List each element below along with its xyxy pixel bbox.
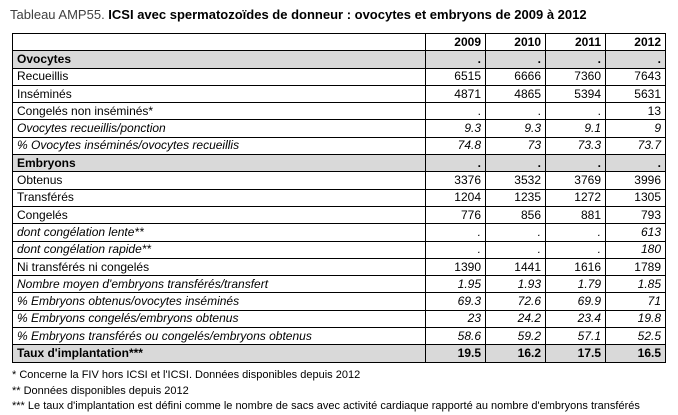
- value-cell: 72.6: [486, 293, 546, 310]
- footnotes: [12, 368, 640, 415]
- value-cell: 1.79: [546, 276, 606, 293]
- row-label: Inséminés: [13, 85, 426, 102]
- value-cell: 71: [606, 293, 666, 310]
- footnote: *** Le taux d'implantation est défini comme le nombre de sacs avec activité cardiaque rapporté au nombre d'embryons transférés: [12, 400, 640, 412]
- value-cell: 1789: [606, 258, 666, 275]
- value-cell: 1272: [546, 189, 606, 206]
- row-label: dont congélation rapide**: [13, 241, 426, 258]
- table-caption: ICSI avec spermatozoïdes de donneur : ovocytes et embryons de 2009 à 2012: [104, 7, 587, 22]
- header-cell-year: 2009: [426, 34, 486, 51]
- value-cell: 52.5: [606, 328, 666, 345]
- value-cell: 776: [426, 206, 486, 223]
- value-cell: 23.4: [546, 310, 606, 327]
- value-cell: 69.9: [546, 293, 606, 310]
- value-cell: 180: [606, 241, 666, 258]
- table-header-row: [13, 34, 666, 51]
- value-cell: 1.93: [486, 276, 546, 293]
- value-cell: .: [486, 224, 546, 241]
- value-cell: 6666: [486, 68, 546, 85]
- value-cell: .: [546, 241, 606, 258]
- value-cell: 9.3: [426, 120, 486, 137]
- value-cell: 17.5: [546, 345, 606, 362]
- value-cell: 9: [606, 120, 666, 137]
- value-cell: 73: [486, 137, 546, 154]
- section-row: [13, 155, 666, 172]
- value-cell: 3996: [606, 172, 666, 189]
- section-row: [13, 51, 666, 68]
- value-cell: 24.2: [486, 310, 546, 327]
- value-cell: 7643: [606, 68, 666, 85]
- value-cell: 9.3: [486, 120, 546, 137]
- table-row: [13, 276, 666, 293]
- table-row: [13, 241, 666, 258]
- value-cell: 74.8: [426, 137, 486, 154]
- value-cell: 57.1: [546, 328, 606, 345]
- value-cell: .: [606, 51, 666, 68]
- header-cell-year: 2011: [546, 34, 606, 51]
- value-cell: 5631: [606, 85, 666, 102]
- value-cell: 1305: [606, 189, 666, 206]
- table-row: [13, 328, 666, 345]
- header-cell-empty: [13, 34, 426, 51]
- header-cell-year: 2010: [486, 34, 546, 51]
- value-cell: .: [426, 51, 486, 68]
- table-row: [13, 85, 666, 102]
- footnote: * Concerne la FIV hors ICSI et l'ICSI. Données disponibles depuis 2012: [12, 369, 361, 381]
- value-cell: .: [606, 155, 666, 172]
- table-row: [13, 172, 666, 189]
- value-cell: 73.7: [606, 137, 666, 154]
- value-cell: .: [486, 51, 546, 68]
- row-label: % Embryons congelés/embryons obtenus: [13, 310, 426, 327]
- row-label: Ni transférés ni congelés: [13, 258, 426, 275]
- value-cell: 1390: [426, 258, 486, 275]
- value-cell: 1235: [486, 189, 546, 206]
- table-row: [13, 293, 666, 310]
- value-cell: 856: [486, 206, 546, 223]
- value-cell: 793: [606, 206, 666, 223]
- value-cell: 19.5: [426, 345, 486, 362]
- value-cell: 13: [606, 103, 666, 120]
- value-cell: 9.1: [546, 120, 606, 137]
- value-cell: .: [486, 103, 546, 120]
- row-label: Ovocytes: [13, 51, 426, 68]
- value-cell: .: [426, 241, 486, 258]
- value-cell: .: [546, 51, 606, 68]
- table-number: Tableau AMP55.: [10, 7, 105, 22]
- row-label: Transférés: [13, 189, 426, 206]
- value-cell: 19.8: [606, 310, 666, 327]
- data-table: [12, 33, 666, 363]
- value-cell: 4871: [426, 85, 486, 102]
- value-cell: .: [486, 241, 546, 258]
- value-cell: 4865: [486, 85, 546, 102]
- table-row: [13, 206, 666, 223]
- value-cell: 881: [546, 206, 606, 223]
- row-label: Taux d'implantation***: [13, 345, 426, 362]
- table-row: [13, 258, 666, 275]
- value-cell: 1.85: [606, 276, 666, 293]
- value-cell: 58.6: [426, 328, 486, 345]
- table-row: [13, 137, 666, 154]
- value-cell: 7360: [546, 68, 606, 85]
- value-cell: .: [546, 224, 606, 241]
- value-cell: 16.2: [486, 345, 546, 362]
- row-label: Recueillis: [13, 68, 426, 85]
- value-cell: .: [426, 155, 486, 172]
- value-cell: 23: [426, 310, 486, 327]
- header-cell-year: 2012: [606, 34, 666, 51]
- value-cell: .: [546, 155, 606, 172]
- table-row: [13, 68, 666, 85]
- table-row: [13, 189, 666, 206]
- value-cell: 69.3: [426, 293, 486, 310]
- value-cell: 59.2: [486, 328, 546, 345]
- value-cell: .: [486, 155, 546, 172]
- value-cell: 3376: [426, 172, 486, 189]
- row-label: Congelés non inséminés*: [13, 103, 426, 120]
- row-label: Ovocytes recueillis/ponction: [13, 120, 426, 137]
- footnote: ** Données disponibles depuis 2012: [12, 384, 189, 397]
- value-cell: .: [426, 224, 486, 241]
- value-cell: 73.3: [546, 137, 606, 154]
- value-cell: 16.5: [606, 345, 666, 362]
- value-cell: 1441: [486, 258, 546, 275]
- row-label: % Embryons transférés ou congelés/embryons obtenus: [13, 328, 426, 345]
- table-title: [10, 7, 587, 22]
- value-cell: 1616: [546, 258, 606, 275]
- row-label: Nombre moyen d'embryons transférés/transfert: [13, 276, 426, 293]
- row-label: % Embryons obtenus/ovocytes inséminés: [13, 293, 426, 310]
- row-label: Embryons: [13, 155, 426, 172]
- value-cell: 3769: [546, 172, 606, 189]
- value-cell: .: [546, 103, 606, 120]
- table-row: [13, 310, 666, 327]
- table-row: [13, 103, 666, 120]
- row-label: % Ovocytes inséminés/ovocytes recueillis: [13, 137, 426, 154]
- row-label: dont congélation lente**: [13, 224, 426, 241]
- value-cell: 1204: [426, 189, 486, 206]
- value-cell: 5394: [546, 85, 606, 102]
- value-cell: 1.95: [426, 276, 486, 293]
- row-label: Obtenus: [13, 172, 426, 189]
- value-cell: 3532: [486, 172, 546, 189]
- row-label: Congelés: [13, 206, 426, 223]
- table-row: [13, 120, 666, 137]
- value-cell: 613: [606, 224, 666, 241]
- table-row: [13, 224, 666, 241]
- value-cell: .: [426, 103, 486, 120]
- value-cell: 6515: [426, 68, 486, 85]
- total-row: [13, 345, 666, 362]
